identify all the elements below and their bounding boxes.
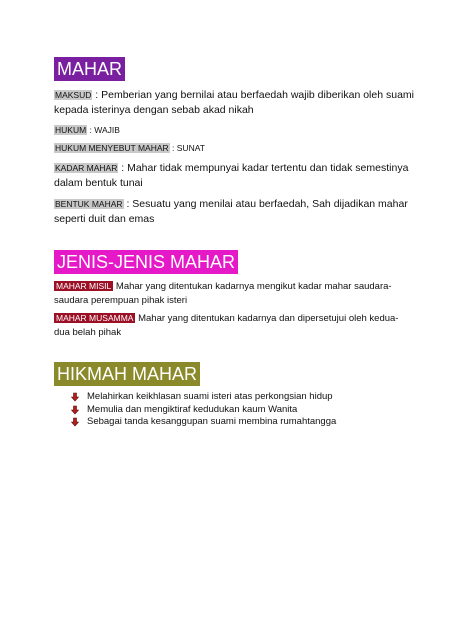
bentuk-text: : Sesuatu yang menilai atau berfaedah, Sah dijadikan mahar seperti duit dan emas [54, 198, 408, 225]
arrow-bullet-icon [70, 417, 80, 427]
mahar-musamma-text: Mahar yang ditentukan kadarnya dan dipersetujui oleh kedua-dua belah pihak [54, 313, 399, 338]
maksud-label: MAKSUD [55, 90, 92, 100]
hukum-menyebut-text: : SUNAT [169, 143, 205, 153]
mahar-musamma-label: MAHAR MUSAMMA [56, 313, 134, 323]
list-item-text: Sebagai tanda kesanggupan suami membina rumahtangga [87, 416, 337, 427]
hukum-label: HUKUM [55, 125, 87, 135]
kadar-paragraph [54, 161, 414, 191]
arrow-bullet-icon [70, 405, 80, 415]
arrow-bullet-icon [70, 392, 80, 402]
hikmah-list [70, 391, 336, 429]
list-item-text: Memulia dan mengiktiraf kedudukan kaum Wanita [87, 403, 298, 415]
list-item [70, 416, 336, 429]
list-item [70, 404, 336, 417]
kadar-text: : Mahar tidak mempunyai kadar tertentu dan tidak semestinya dalam bentuk tunai [54, 162, 409, 189]
heading-jenis-mahar: JENIS-JENIS MAHAR [54, 250, 238, 274]
hukum-menyebut-label: HUKUM MENYEBUT MAHAR [55, 143, 169, 153]
mahar-musamma-paragraph [54, 311, 414, 340]
list-item [70, 391, 336, 404]
mahar-misil-text: Mahar yang ditentukan kadarnya mengikut kadar mahar saudara-saudara perempuan pihak isteri [54, 281, 392, 306]
bentuk-label: BENTUK MAHAR [55, 199, 123, 209]
heading-mahar: MAHAR [54, 57, 125, 81]
mahar-misil-label: MAHAR MISIL [56, 281, 112, 291]
hukum-text: : WAJIB [87, 125, 120, 135]
kadar-label: KADAR MAHAR [55, 163, 118, 173]
maksud-text: : Pemberian yang bernilai atau berfaedah wajib diberikan oleh suami kepada isterinya dengan sebab akad nikah [54, 89, 414, 116]
list-item-text: Melahirkan keikhlasan suami isteri atas perkongsian hidup [87, 391, 333, 402]
bentuk-paragraph [54, 197, 414, 227]
hukum-menyebut-paragraph [54, 141, 414, 156]
mahar-misil-paragraph [54, 279, 414, 308]
hukum-paragraph [54, 123, 414, 138]
maksud-paragraph [54, 88, 414, 118]
heading-hikmah-mahar: HIKMAH MAHAR [54, 362, 200, 386]
